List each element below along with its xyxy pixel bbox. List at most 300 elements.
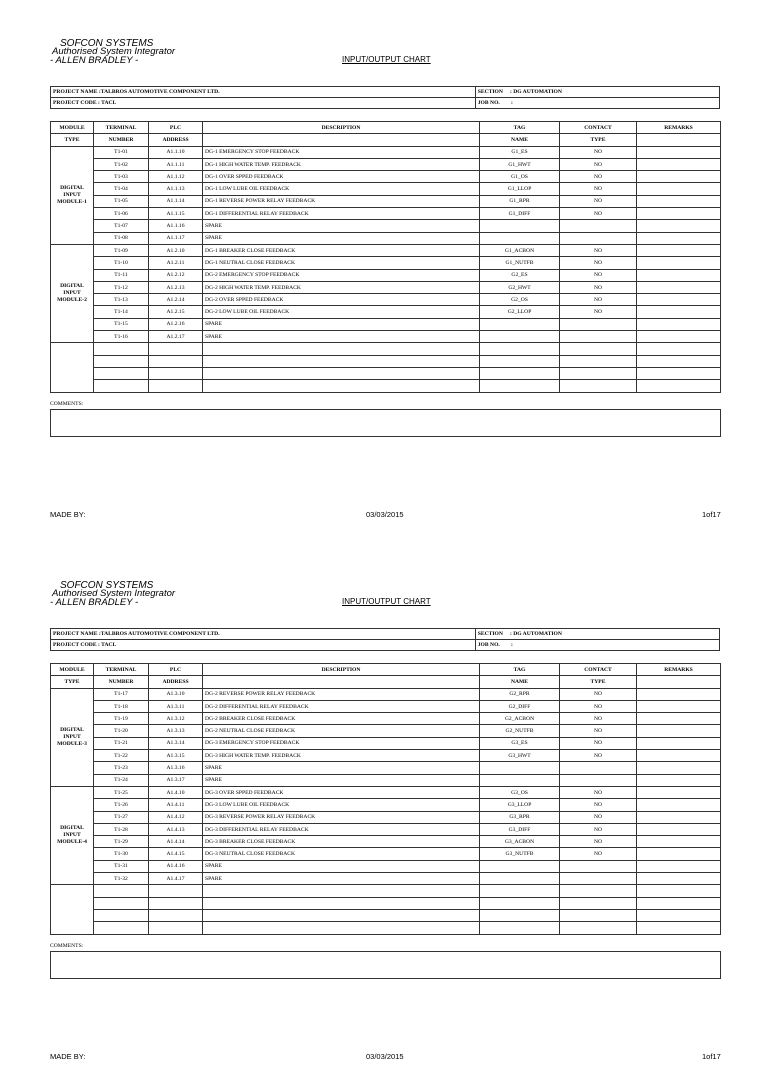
empty-cell (203, 380, 480, 392)
empty-cell (149, 885, 203, 897)
header-terminal: TERMINAL (94, 664, 149, 676)
plc-address-cell: A1.1.16 (149, 220, 203, 232)
empty-cell (149, 367, 203, 379)
description-cell: DG-3 LOW LUBE OIL FEEDBACK (203, 799, 480, 811)
table-row (51, 786, 721, 798)
table-row (51, 232, 721, 244)
empty-cell (203, 367, 480, 379)
table-row (51, 873, 721, 885)
table-row (51, 688, 721, 700)
terminal-cell: T1-08 (94, 232, 149, 244)
contact-type-cell (560, 762, 637, 774)
terminal-cell: T1-27 (94, 811, 149, 823)
empty-row (51, 897, 721, 909)
plc-address-cell: A1.4.14 (149, 836, 203, 848)
empty-cell (94, 885, 149, 897)
description-cell: SPARE (203, 762, 480, 774)
comments-label: COMMENTS: (50, 943, 84, 949)
empty-cell (560, 897, 637, 909)
terminal-cell: T1-10 (94, 257, 149, 269)
table-row (51, 281, 721, 293)
table-row (51, 799, 721, 811)
empty-cell (94, 897, 149, 909)
table-row (51, 318, 721, 330)
remarks-cell (637, 158, 721, 170)
empty-cell (637, 367, 721, 379)
table-row (51, 269, 721, 281)
plc-address-cell: A1.2.17 (149, 331, 203, 343)
plc-address-cell: A1.1.15 (149, 208, 203, 220)
remarks-cell (637, 281, 721, 293)
plc-address-cell: A1.1.11 (149, 158, 203, 170)
project-info-table (50, 628, 720, 651)
remarks-cell (637, 146, 721, 158)
header-contact-type: TYPE (560, 134, 637, 146)
table-row (51, 762, 721, 774)
table-row (51, 158, 721, 170)
module-type-cell (51, 786, 94, 884)
company-partner: - ALLEN BRADLEY - (50, 597, 139, 608)
comments-box (50, 951, 721, 979)
description-cell: DG-1 LOW LUBE OIL FEEDBACK (203, 183, 480, 195)
terminal-cell: T1-03 (94, 171, 149, 183)
empty-cell (203, 897, 480, 909)
header-description: DESCRIPTION (203, 122, 480, 134)
contact-type-cell: NO (560, 294, 637, 306)
remarks-cell (637, 713, 721, 725)
header-contact: CONTACT (560, 122, 637, 134)
io-table (50, 663, 721, 935)
module-name-line: INPUT (63, 191, 81, 198)
project-name-label: PROJECT NAME (53, 89, 98, 95)
module-name-line: DIGITAL (60, 283, 84, 290)
remarks-cell (637, 860, 721, 872)
project-name-value: :TALBROS AUTOMOTIVE COMPONENT LTD. (98, 89, 220, 95)
empty-cell (203, 355, 480, 367)
terminal-cell: T1-16 (94, 331, 149, 343)
table-row (51, 713, 721, 725)
project-info-table (50, 86, 720, 109)
io-chart-sheet (0, 542, 768, 1084)
description-cell: DG-3 BREAKER CLOSE FEEDBACK (203, 836, 480, 848)
plc-address-cell: A1.1.14 (149, 195, 203, 207)
description-cell: DG-1 EMERGENCY STOP FEEDBACK (203, 146, 480, 158)
header-module-type: TYPE (51, 134, 94, 146)
description-cell: SPARE (203, 774, 480, 786)
plc-address-cell: A1.4.11 (149, 799, 203, 811)
module-name-line: INPUT (63, 290, 81, 297)
tag-cell: G3_HWT (480, 750, 560, 762)
module-type-cell (51, 244, 94, 342)
page-number: 1of17 (702, 1052, 721, 1061)
plc-address-cell: A1.3.16 (149, 762, 203, 774)
header-module-type: TYPE (51, 676, 94, 688)
table-row (51, 195, 721, 207)
company-name: SOFCON SYSTEMS (60, 580, 154, 591)
remarks-cell (637, 873, 721, 885)
module-type-cell (51, 146, 94, 244)
header-plc-address: ADDRESS (149, 134, 203, 146)
contact-type-cell: NO (560, 848, 637, 860)
tag-cell: G1_ES (480, 146, 560, 158)
header-module: MODULE (51, 122, 94, 134)
empty-cell (480, 885, 560, 897)
description-cell: DG-2 HIGH WATER TEMP. FEEDBACK (203, 281, 480, 293)
tag-cell: G2_DIFF (480, 700, 560, 712)
empty-row (51, 909, 721, 921)
table-row (51, 750, 721, 762)
remarks-cell (637, 232, 721, 244)
table-row (51, 725, 721, 737)
table-row (51, 737, 721, 749)
module-name-line: MODULE-3 (57, 740, 87, 747)
description-cell: DG-1 HIGH WATER TEMP. FEEDBACK (203, 158, 480, 170)
tag-cell (480, 762, 560, 774)
plc-address-cell: A1.4.10 (149, 786, 203, 798)
contact-type-cell: NO (560, 799, 637, 811)
remarks-cell (637, 848, 721, 860)
empty-cell (149, 922, 203, 934)
plc-address-cell: A1.4.12 (149, 811, 203, 823)
table-row (51, 836, 721, 848)
table-row (51, 146, 721, 158)
table-row (51, 811, 721, 823)
terminal-cell: T1-22 (94, 750, 149, 762)
terminal-cell: T1-09 (94, 244, 149, 256)
empty-cell (637, 909, 721, 921)
terminal-cell: T1-21 (94, 737, 149, 749)
tag-cell: G3_ACBON (480, 836, 560, 848)
contact-type-cell: NO (560, 786, 637, 798)
plc-address-cell: A1.2.15 (149, 306, 203, 318)
description-cell: DG-3 NEUTRAL CLOSE FEEDBACK (203, 848, 480, 860)
company-partner: - ALLEN BRADLEY - (50, 55, 139, 66)
empty-cell (560, 922, 637, 934)
plc-address-cell: A1.2.12 (149, 269, 203, 281)
contact-type-cell: NO (560, 725, 637, 737)
description-cell: SPARE (203, 232, 480, 244)
header-plc: PLC (149, 122, 203, 134)
project-name-value: :TALBROS AUTOMOTIVE COMPONENT LTD. (98, 631, 220, 637)
contact-type-cell: NO (560, 171, 637, 183)
description-cell: DG-1 OVER SPPED FEEDBACK (203, 171, 480, 183)
remarks-cell (637, 306, 721, 318)
contact-type-cell (560, 873, 637, 885)
remarks-cell (637, 257, 721, 269)
description-cell: DG-2 EMERGENCY STOP FEEDBACK (203, 269, 480, 281)
job-no-label: JOB NO. (477, 642, 500, 648)
description-cell: SPARE (203, 331, 480, 343)
remarks-cell (637, 294, 721, 306)
terminal-cell: T1-29 (94, 836, 149, 848)
contact-type-cell (560, 860, 637, 872)
header-plc: PLC (149, 664, 203, 676)
header-plc-address: ADDRESS (149, 676, 203, 688)
remarks-cell (637, 823, 721, 835)
empty-cell (560, 885, 637, 897)
contact-type-cell (560, 774, 637, 786)
description-cell: DG-3 DIFFERENTIAL RELAY FEEDBACK (203, 823, 480, 835)
table-row (51, 208, 721, 220)
contact-type-cell: NO (560, 183, 637, 195)
description-cell: DG-2 REVERSE POWER RELAY FEEDBACK (203, 688, 480, 700)
empty-cell (203, 922, 480, 934)
remarks-cell (637, 700, 721, 712)
tag-cell: G1_ACBON (480, 244, 560, 256)
table-row (51, 860, 721, 872)
terminal-cell: T1-23 (94, 762, 149, 774)
terminal-cell: T1-19 (94, 713, 149, 725)
module-name-line: DIGITAL (60, 726, 84, 733)
table-row (51, 171, 721, 183)
project-code-cell (51, 640, 476, 651)
plc-address-cell: A1.2.10 (149, 244, 203, 256)
project-code-value: : TACL (97, 642, 117, 648)
contact-type-cell: NO (560, 158, 637, 170)
plc-address-cell: A1.1.17 (149, 232, 203, 244)
tag-cell: G1_LLOP (480, 183, 560, 195)
project-code-cell (51, 98, 476, 109)
tag-cell: G1_NUTFB (480, 257, 560, 269)
table-row (51, 774, 721, 786)
empty-cell (480, 380, 560, 392)
contact-type-cell (560, 232, 637, 244)
contact-type-cell: NO (560, 750, 637, 762)
plc-address-cell: A1.3.12 (149, 713, 203, 725)
terminal-cell: T1-15 (94, 318, 149, 330)
contact-type-cell (560, 220, 637, 232)
comments-box (50, 409, 721, 437)
tag-cell (480, 860, 560, 872)
empty-cell (94, 909, 149, 921)
terminal-cell: T1-14 (94, 306, 149, 318)
description-cell: DG-3 EMERGENCY STOP FEEDBACK (203, 737, 480, 749)
description-cell: SPARE (203, 220, 480, 232)
company-tagline: Authorised System Integrator (52, 46, 176, 57)
company-name: SOFCON SYSTEMS (60, 38, 154, 49)
remarks-cell (637, 171, 721, 183)
tag-cell (480, 318, 560, 330)
empty-cell (149, 380, 203, 392)
empty-cell (203, 885, 480, 897)
description-cell: DG-3 OVER SPPED FEEDBACK (203, 786, 480, 798)
tag-cell: G3_OS (480, 786, 560, 798)
remarks-cell (637, 318, 721, 330)
empty-cell (94, 367, 149, 379)
tag-cell: G2_OS (480, 294, 560, 306)
table-header-row (51, 664, 721, 676)
header-description: DESCRIPTION (203, 664, 480, 676)
tag-cell: G3_RPR (480, 811, 560, 823)
module-name-line: MODULE-4 (57, 839, 87, 846)
terminal-cell: T1-31 (94, 860, 149, 872)
contact-type-cell: NO (560, 208, 637, 220)
project-code-label: PROJECT CODE (53, 100, 97, 106)
tag-cell: G2_LLOP (480, 306, 560, 318)
empty-cell (480, 355, 560, 367)
module-name-line: INPUT (63, 733, 81, 740)
plc-address-cell: A1.4.17 (149, 873, 203, 885)
tag-cell: G2_HWT (480, 281, 560, 293)
project-name-cell (51, 629, 476, 640)
section-cell (475, 629, 719, 640)
empty-cell (560, 909, 637, 921)
terminal-cell: T1-17 (94, 688, 149, 700)
empty-row (51, 885, 721, 897)
description-cell: DG-2 OVER SPPED FEEDBACK (203, 294, 480, 306)
job-no-value: : (511, 642, 513, 648)
terminal-cell: T1-01 (94, 146, 149, 158)
plc-address-cell: A1.3.14 (149, 737, 203, 749)
header-terminal-number: NUMBER (94, 676, 149, 688)
description-cell: DG-3 REVERSE POWER RELAY FEEDBACK (203, 811, 480, 823)
remarks-cell (637, 331, 721, 343)
remarks-cell (637, 220, 721, 232)
terminal-cell: T1-07 (94, 220, 149, 232)
table-subheader-row (51, 676, 721, 688)
empty-cell (560, 343, 637, 355)
remarks-cell (637, 836, 721, 848)
contact-type-cell: NO (560, 306, 637, 318)
contact-type-cell (560, 331, 637, 343)
empty-module-cell (51, 343, 94, 392)
description-cell: DG-1 NEUTRAL CLOSE FEEDBACK (203, 257, 480, 269)
table-row (51, 848, 721, 860)
empty-cell (637, 343, 721, 355)
terminal-cell: T1-12 (94, 281, 149, 293)
description-cell: DG-1 REVERSE POWER RELAY FEEDBACK (203, 195, 480, 207)
empty-cell (480, 922, 560, 934)
module-name-line: DIGITAL (60, 184, 84, 191)
terminal-cell: T1-05 (94, 195, 149, 207)
remarks-cell (637, 750, 721, 762)
header-tag: TAG (480, 122, 560, 134)
description-cell: DG-1 BREAKER CLOSE FEEDBACK (203, 244, 480, 256)
terminal-cell: T1-13 (94, 294, 149, 306)
plc-address-cell: A1.2.16 (149, 318, 203, 330)
remarks-cell (637, 737, 721, 749)
tag-cell (480, 331, 560, 343)
remarks-cell (637, 244, 721, 256)
table-row (51, 700, 721, 712)
terminal-cell: T1-20 (94, 725, 149, 737)
contact-type-cell: NO (560, 244, 637, 256)
empty-cell (637, 885, 721, 897)
tag-cell: G2_RPR (480, 688, 560, 700)
empty-cell (149, 355, 203, 367)
terminal-cell: T1-30 (94, 848, 149, 860)
header-remarks: REMARKS (637, 122, 721, 134)
tag-cell (480, 232, 560, 244)
empty-cell (560, 367, 637, 379)
empty-cell (149, 909, 203, 921)
tag-cell: G2_ACBON (480, 713, 560, 725)
plc-address-cell: A1.3.13 (149, 725, 203, 737)
tag-cell: G2_ES (480, 269, 560, 281)
plc-address-cell: A1.1.12 (149, 171, 203, 183)
terminal-cell: T1-06 (94, 208, 149, 220)
remarks-cell (637, 195, 721, 207)
empty-cell (560, 380, 637, 392)
contact-type-cell: NO (560, 836, 637, 848)
plc-address-cell: A1.1.13 (149, 183, 203, 195)
description-cell: DG-2 BREAKER CLOSE FEEDBACK (203, 713, 480, 725)
tag-cell: G3_ES (480, 737, 560, 749)
empty-cell (637, 355, 721, 367)
tag-cell (480, 873, 560, 885)
contact-type-cell: NO (560, 146, 637, 158)
terminal-cell: T1-32 (94, 873, 149, 885)
plc-address-cell: A1.4.13 (149, 823, 203, 835)
plc-address-cell: A1.3.10 (149, 688, 203, 700)
description-cell: DG-2 LOW LUBE OIL FEEDBACK (203, 306, 480, 318)
empty-row (51, 355, 721, 367)
section-value: : DG AUTOMATION (509, 89, 562, 95)
empty-cell (637, 897, 721, 909)
table-row (51, 220, 721, 232)
empty-cell (480, 909, 560, 921)
io-table (50, 121, 721, 393)
contact-type-cell: NO (560, 700, 637, 712)
header-tag-name: NAME (480, 676, 560, 688)
plc-address-cell: A1.3.17 (149, 774, 203, 786)
module-name-line: INPUT (63, 832, 81, 839)
empty-cell (560, 355, 637, 367)
project-name-cell (51, 87, 476, 98)
terminal-cell: T1-28 (94, 823, 149, 835)
table-row (51, 331, 721, 343)
section-cell (475, 87, 719, 98)
project-code-value: : TACL (97, 100, 117, 106)
remarks-cell (637, 811, 721, 823)
remarks-cell (637, 183, 721, 195)
remarks-cell (637, 725, 721, 737)
project-code-label: PROJECT CODE (53, 642, 97, 648)
contact-type-cell (560, 318, 637, 330)
terminal-cell: T1-25 (94, 786, 149, 798)
tag-cell (480, 220, 560, 232)
header-remarks: REMARKS (637, 664, 721, 676)
description-cell: DG-3 HIGH WATER TEMP. FEEDBACK (203, 750, 480, 762)
made-by-label: MADE BY: (50, 1052, 86, 1061)
remarks-cell (637, 688, 721, 700)
made-by-label: MADE BY: (50, 510, 86, 519)
contact-type-cell: NO (560, 811, 637, 823)
empty-row (51, 380, 721, 392)
contact-type-cell: NO (560, 823, 637, 835)
remarks-cell (637, 786, 721, 798)
remarks-cell (637, 762, 721, 774)
table-row (51, 244, 721, 256)
description-cell: SPARE (203, 318, 480, 330)
table-row (51, 183, 721, 195)
description-cell: SPARE (203, 873, 480, 885)
tag-cell: G1_RPR (480, 195, 560, 207)
tag-cell: G3_NUTFB (480, 848, 560, 860)
header-terminal: TERMINAL (94, 122, 149, 134)
table-header-row (51, 122, 721, 134)
remarks-cell (637, 269, 721, 281)
description-cell: DG-2 DIFFERENTIAL RELAY FEEDBACK (203, 700, 480, 712)
plc-address-cell: A1.2.11 (149, 257, 203, 269)
footer-date: 03/03/2015 (366, 510, 404, 519)
terminal-cell: T1-24 (94, 774, 149, 786)
empty-cell (94, 343, 149, 355)
header-contact: CONTACT (560, 664, 637, 676)
plc-address-cell: A1.2.14 (149, 294, 203, 306)
tag-cell: G3_DIFF (480, 823, 560, 835)
plc-address-cell: A1.4.15 (149, 848, 203, 860)
